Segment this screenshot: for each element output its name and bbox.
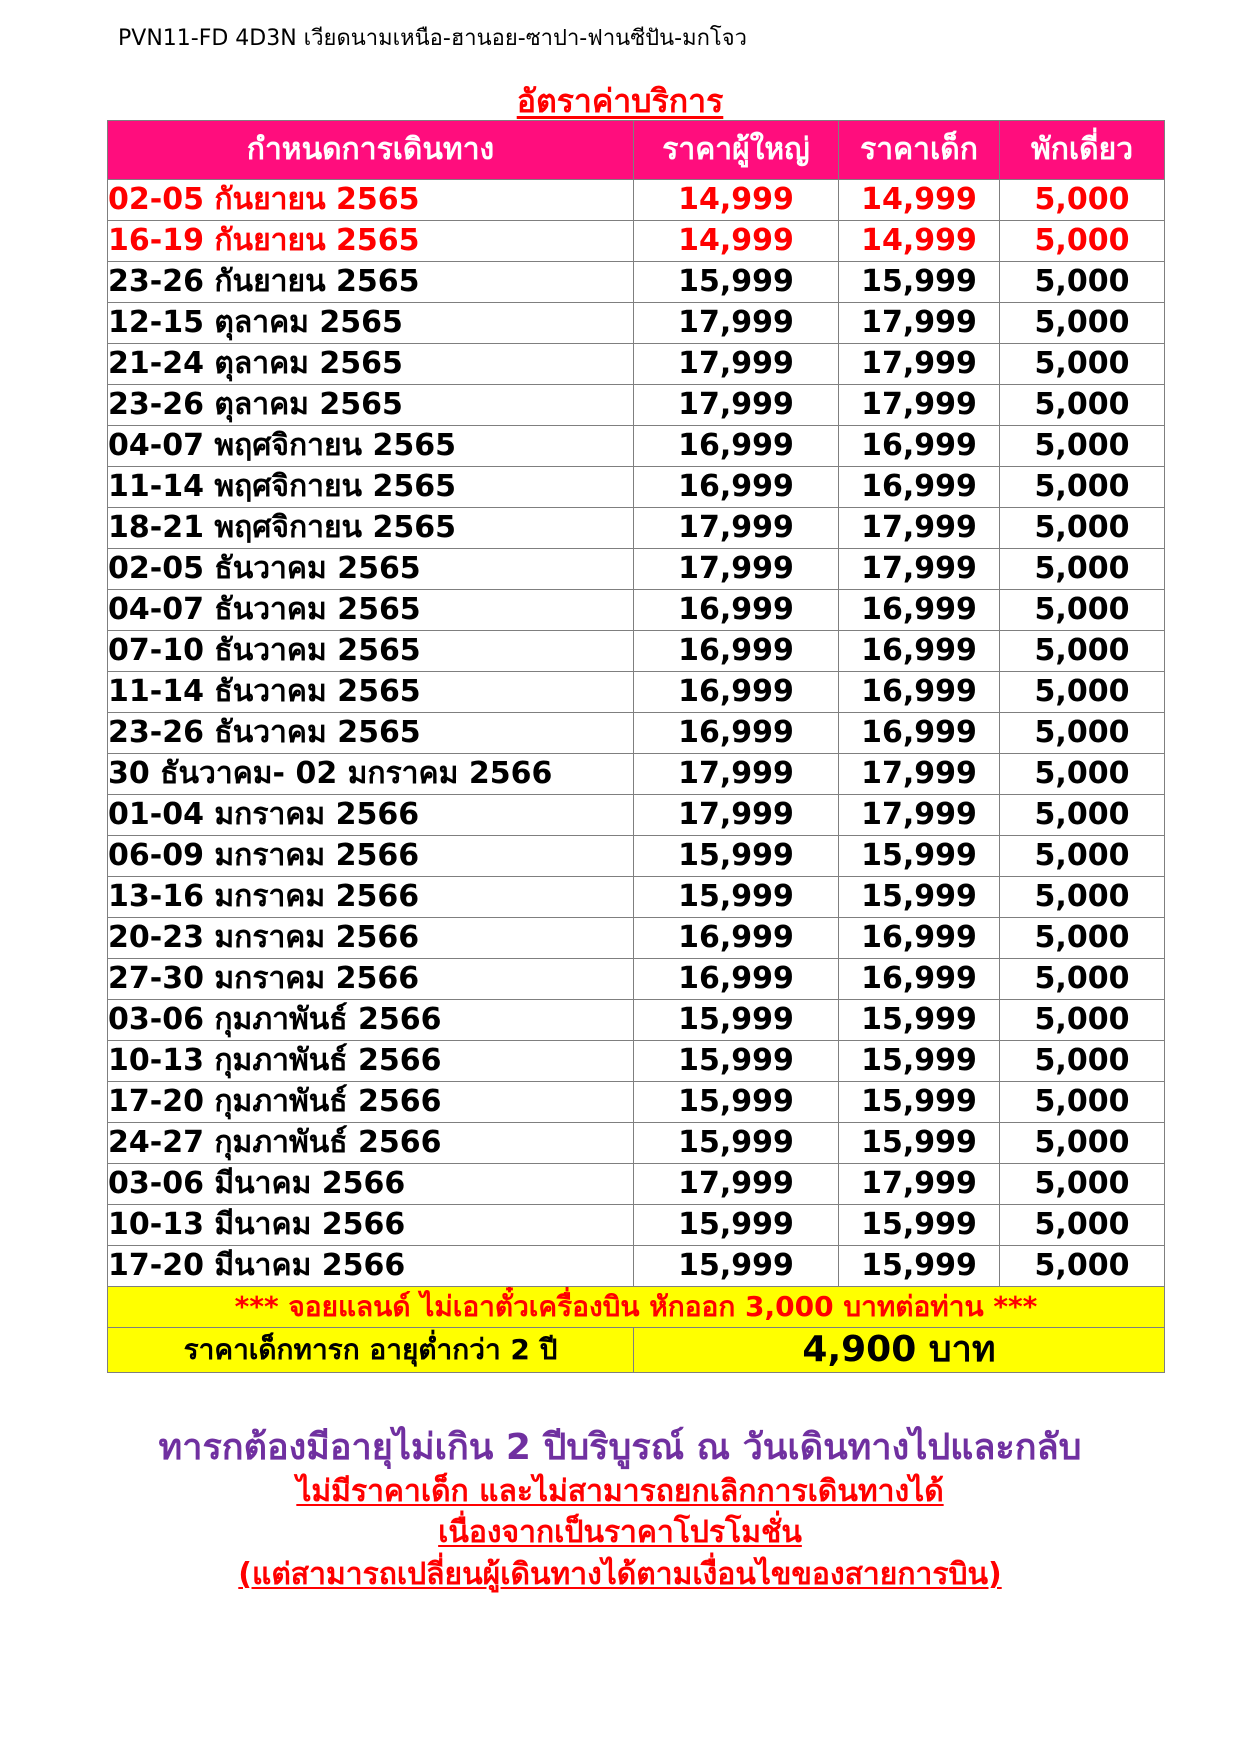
cell-single-supplement: 5,000 xyxy=(1000,1000,1165,1041)
cell-date: 17-20 กุมภาพันธ์ 2566 xyxy=(108,1082,634,1123)
table-row xyxy=(108,1000,1165,1041)
cell-date: 03-06 กุมภาพันธ์ 2566 xyxy=(108,1000,634,1041)
condition-no-child-price: ไม่มีราคาเด็ก และไม่สามารถยกเลิกการเดินทางได้ xyxy=(296,1474,944,1509)
cell-date: 04-07 ธันวาคม 2565 xyxy=(108,590,634,631)
table-row xyxy=(108,959,1165,1000)
condition-promotion: เนื่องจากเป็นราคาโปรโมชั่น xyxy=(438,1515,802,1550)
header-date: กำหนดการเดินทาง xyxy=(108,121,634,180)
cell-date: 23-26 ตุลาคม 2565 xyxy=(108,385,634,426)
cell-date: 06-09 มกราคม 2566 xyxy=(108,836,634,877)
cell-adult-price: 15,999 xyxy=(634,262,839,303)
table-row xyxy=(108,426,1165,467)
cell-adult-price: 15,999 xyxy=(634,1205,839,1246)
cell-child-price: 15,999 xyxy=(839,1123,1000,1164)
table-row xyxy=(108,918,1165,959)
cell-adult-price: 16,999 xyxy=(634,467,839,508)
table-row xyxy=(108,590,1165,631)
cell-single-supplement: 5,000 xyxy=(1000,1164,1165,1205)
cell-adult-price: 17,999 xyxy=(634,344,839,385)
cell-child-price: 17,999 xyxy=(839,795,1000,836)
table-row xyxy=(108,344,1165,385)
cell-date: 01-04 มกราคม 2566 xyxy=(108,795,634,836)
table-row xyxy=(108,180,1165,221)
header-single-supplement: พักเดี่ยว xyxy=(1000,121,1165,180)
table-row xyxy=(108,508,1165,549)
cell-adult-price: 16,999 xyxy=(634,590,839,631)
table-row xyxy=(108,1164,1165,1205)
cell-child-price: 16,999 xyxy=(839,590,1000,631)
table-row xyxy=(108,221,1165,262)
table-header-row xyxy=(108,121,1165,180)
cell-single-supplement: 5,000 xyxy=(1000,631,1165,672)
joinland-note: *** จอยแลนด์ ไม่เอาตั๋วเครื่องบิน หักออก 3,000 บาทต่อท่าน *** xyxy=(108,1287,1165,1328)
cell-single-supplement: 5,000 xyxy=(1000,959,1165,1000)
cell-child-price: 17,999 xyxy=(839,344,1000,385)
table-row xyxy=(108,303,1165,344)
cell-date: 02-05 กันยายน 2565 xyxy=(108,180,634,221)
table-row xyxy=(108,1082,1165,1123)
table-row xyxy=(108,795,1165,836)
table-row xyxy=(108,385,1165,426)
cell-single-supplement: 5,000 xyxy=(1000,713,1165,754)
infant-price-row xyxy=(108,1328,1165,1373)
cell-child-price: 17,999 xyxy=(839,508,1000,549)
cell-child-price: 17,999 xyxy=(839,1164,1000,1205)
table-row xyxy=(108,549,1165,590)
table-row xyxy=(108,754,1165,795)
cell-child-price: 16,999 xyxy=(839,959,1000,1000)
condition-change-traveler: (แต่สามารถเปลี่ยนผู้เดินทางได้ตามเงื่อนไขของสายการบิน) xyxy=(238,1557,1002,1592)
cell-child-price: 15,999 xyxy=(839,1041,1000,1082)
table-row xyxy=(108,631,1165,672)
cell-child-price: 15,999 xyxy=(839,1000,1000,1041)
cell-single-supplement: 5,000 xyxy=(1000,385,1165,426)
price-table xyxy=(107,120,1165,1373)
cell-date: 23-26 ธันวาคม 2565 xyxy=(108,713,634,754)
table-row xyxy=(108,836,1165,877)
cell-child-price: 15,999 xyxy=(839,1246,1000,1287)
cell-single-supplement: 5,000 xyxy=(1000,918,1165,959)
cell-date: 23-26 กันยายน 2565 xyxy=(108,262,634,303)
header-child-price: ราคาเด็ก xyxy=(839,121,1000,180)
cell-date: 11-14 พฤศจิกายน 2565 xyxy=(108,467,634,508)
cell-single-supplement: 5,000 xyxy=(1000,590,1165,631)
cell-date: 30 ธันวาคม- 02 มกราคม 2566 xyxy=(108,754,634,795)
table-row xyxy=(108,262,1165,303)
cell-date: 21-24 ตุลาคม 2565 xyxy=(108,344,634,385)
cell-date: 03-06 มีนาคม 2566 xyxy=(108,1164,634,1205)
cell-single-supplement: 5,000 xyxy=(1000,344,1165,385)
infant-price: 4,900 บาท xyxy=(634,1328,1165,1373)
cell-single-supplement: 5,000 xyxy=(1000,836,1165,877)
cell-child-price: 17,999 xyxy=(839,303,1000,344)
cell-adult-price: 15,999 xyxy=(634,1123,839,1164)
cell-child-price: 16,999 xyxy=(839,467,1000,508)
cell-adult-price: 17,999 xyxy=(634,795,839,836)
cell-adult-price: 15,999 xyxy=(634,836,839,877)
cell-child-price: 15,999 xyxy=(839,836,1000,877)
cell-child-price: 16,999 xyxy=(839,918,1000,959)
cell-single-supplement: 5,000 xyxy=(1000,1246,1165,1287)
table-row xyxy=(108,1123,1165,1164)
table-row xyxy=(108,1246,1165,1287)
table-body xyxy=(108,180,1165,1287)
cell-child-price: 14,999 xyxy=(839,221,1000,262)
cell-adult-price: 17,999 xyxy=(634,385,839,426)
cell-single-supplement: 5,000 xyxy=(1000,508,1165,549)
cell-date: 10-13 กุมภาพันธ์ 2566 xyxy=(108,1041,634,1082)
table-row xyxy=(108,1205,1165,1246)
cell-adult-price: 14,999 xyxy=(634,221,839,262)
cell-date: 02-05 ธันวาคม 2565 xyxy=(108,549,634,590)
cell-single-supplement: 5,000 xyxy=(1000,877,1165,918)
cell-single-supplement: 5,000 xyxy=(1000,795,1165,836)
cell-date: 11-14 ธันวาคม 2565 xyxy=(108,672,634,713)
cell-single-supplement: 5,000 xyxy=(1000,180,1165,221)
cell-child-price: 16,999 xyxy=(839,713,1000,754)
cell-child-price: 16,999 xyxy=(839,631,1000,672)
cell-adult-price: 17,999 xyxy=(634,1164,839,1205)
cell-single-supplement: 5,000 xyxy=(1000,549,1165,590)
cell-single-supplement: 5,000 xyxy=(1000,672,1165,713)
cell-adult-price: 15,999 xyxy=(634,1246,839,1287)
cell-adult-price: 16,999 xyxy=(634,918,839,959)
cell-single-supplement: 5,000 xyxy=(1000,754,1165,795)
cell-adult-price: 17,999 xyxy=(634,549,839,590)
cell-date: 16-19 กันยายน 2565 xyxy=(108,221,634,262)
cell-single-supplement: 5,000 xyxy=(1000,1082,1165,1123)
header-adult-price: ราคาผู้ใหญ่ xyxy=(634,121,839,180)
cell-child-price: 15,999 xyxy=(839,1205,1000,1246)
cell-child-price: 17,999 xyxy=(839,385,1000,426)
cell-date: 20-23 มกราคม 2566 xyxy=(108,918,634,959)
cell-adult-price: 15,999 xyxy=(634,1000,839,1041)
table-row xyxy=(108,713,1165,754)
cell-child-price: 15,999 xyxy=(839,877,1000,918)
cell-date: 12-15 ตุลาคม 2565 xyxy=(108,303,634,344)
cell-child-price: 15,999 xyxy=(839,1082,1000,1123)
cell-single-supplement: 5,000 xyxy=(1000,1123,1165,1164)
cell-single-supplement: 5,000 xyxy=(1000,221,1165,262)
cell-child-price: 17,999 xyxy=(839,754,1000,795)
condition-infant-age: ทารกต้องมีอายุไม่เกิน 2 ปีบริบูรณ์ ณ วันเดินทางไปและกลับ xyxy=(158,1427,1082,1468)
cell-adult-price: 15,999 xyxy=(634,1082,839,1123)
cell-child-price: 14,999 xyxy=(839,180,1000,221)
infant-label: ราคาเด็กทารก อายุต่ำกว่า 2 ปี xyxy=(108,1328,634,1373)
table-row xyxy=(108,1041,1165,1082)
joinland-note-row xyxy=(108,1287,1165,1328)
cell-adult-price: 16,999 xyxy=(634,631,839,672)
cell-date: 27-30 มกราคม 2566 xyxy=(108,959,634,1000)
cell-adult-price: 16,999 xyxy=(634,713,839,754)
cell-adult-price: 17,999 xyxy=(634,754,839,795)
cell-date: 18-21 พฤศจิกายน 2565 xyxy=(108,508,634,549)
cell-adult-price: 16,999 xyxy=(634,959,839,1000)
cell-adult-price: 17,999 xyxy=(634,303,839,344)
cell-date: 04-07 พฤศจิกายน 2565 xyxy=(108,426,634,467)
cell-adult-price: 16,999 xyxy=(634,426,839,467)
cell-date: 07-10 ธันวาคม 2565 xyxy=(108,631,634,672)
cell-single-supplement: 5,000 xyxy=(1000,1205,1165,1246)
cell-adult-price: 16,999 xyxy=(634,672,839,713)
cell-single-supplement: 5,000 xyxy=(1000,1041,1165,1082)
cell-adult-price: 15,999 xyxy=(634,1041,839,1082)
cell-single-supplement: 5,000 xyxy=(1000,426,1165,467)
cell-single-supplement: 5,000 xyxy=(1000,303,1165,344)
cell-adult-price: 15,999 xyxy=(634,877,839,918)
document-code: PVN11-FD 4D3N เวียดนามเหนือ-ฮานอย-ซาปา-ฟานซีปัน-มกโจว xyxy=(118,26,747,51)
cell-child-price: 16,999 xyxy=(839,426,1000,467)
cell-date: 13-16 มกราคม 2566 xyxy=(108,877,634,918)
table-row xyxy=(108,467,1165,508)
cell-child-price: 17,999 xyxy=(839,549,1000,590)
cell-single-supplement: 5,000 xyxy=(1000,467,1165,508)
cell-single-supplement: 5,000 xyxy=(1000,262,1165,303)
table-row xyxy=(108,877,1165,918)
cell-child-price: 16,999 xyxy=(839,672,1000,713)
cell-date: 17-20 มีนาคม 2566 xyxy=(108,1246,634,1287)
cell-child-price: 15,999 xyxy=(839,262,1000,303)
cell-date: 24-27 กุมภาพันธ์ 2566 xyxy=(108,1123,634,1164)
document-title: อัตราค่าบริการ xyxy=(516,82,724,120)
cell-date: 10-13 มีนาคม 2566 xyxy=(108,1205,634,1246)
cell-adult-price: 17,999 xyxy=(634,508,839,549)
table-row xyxy=(108,672,1165,713)
cell-adult-price: 14,999 xyxy=(634,180,839,221)
